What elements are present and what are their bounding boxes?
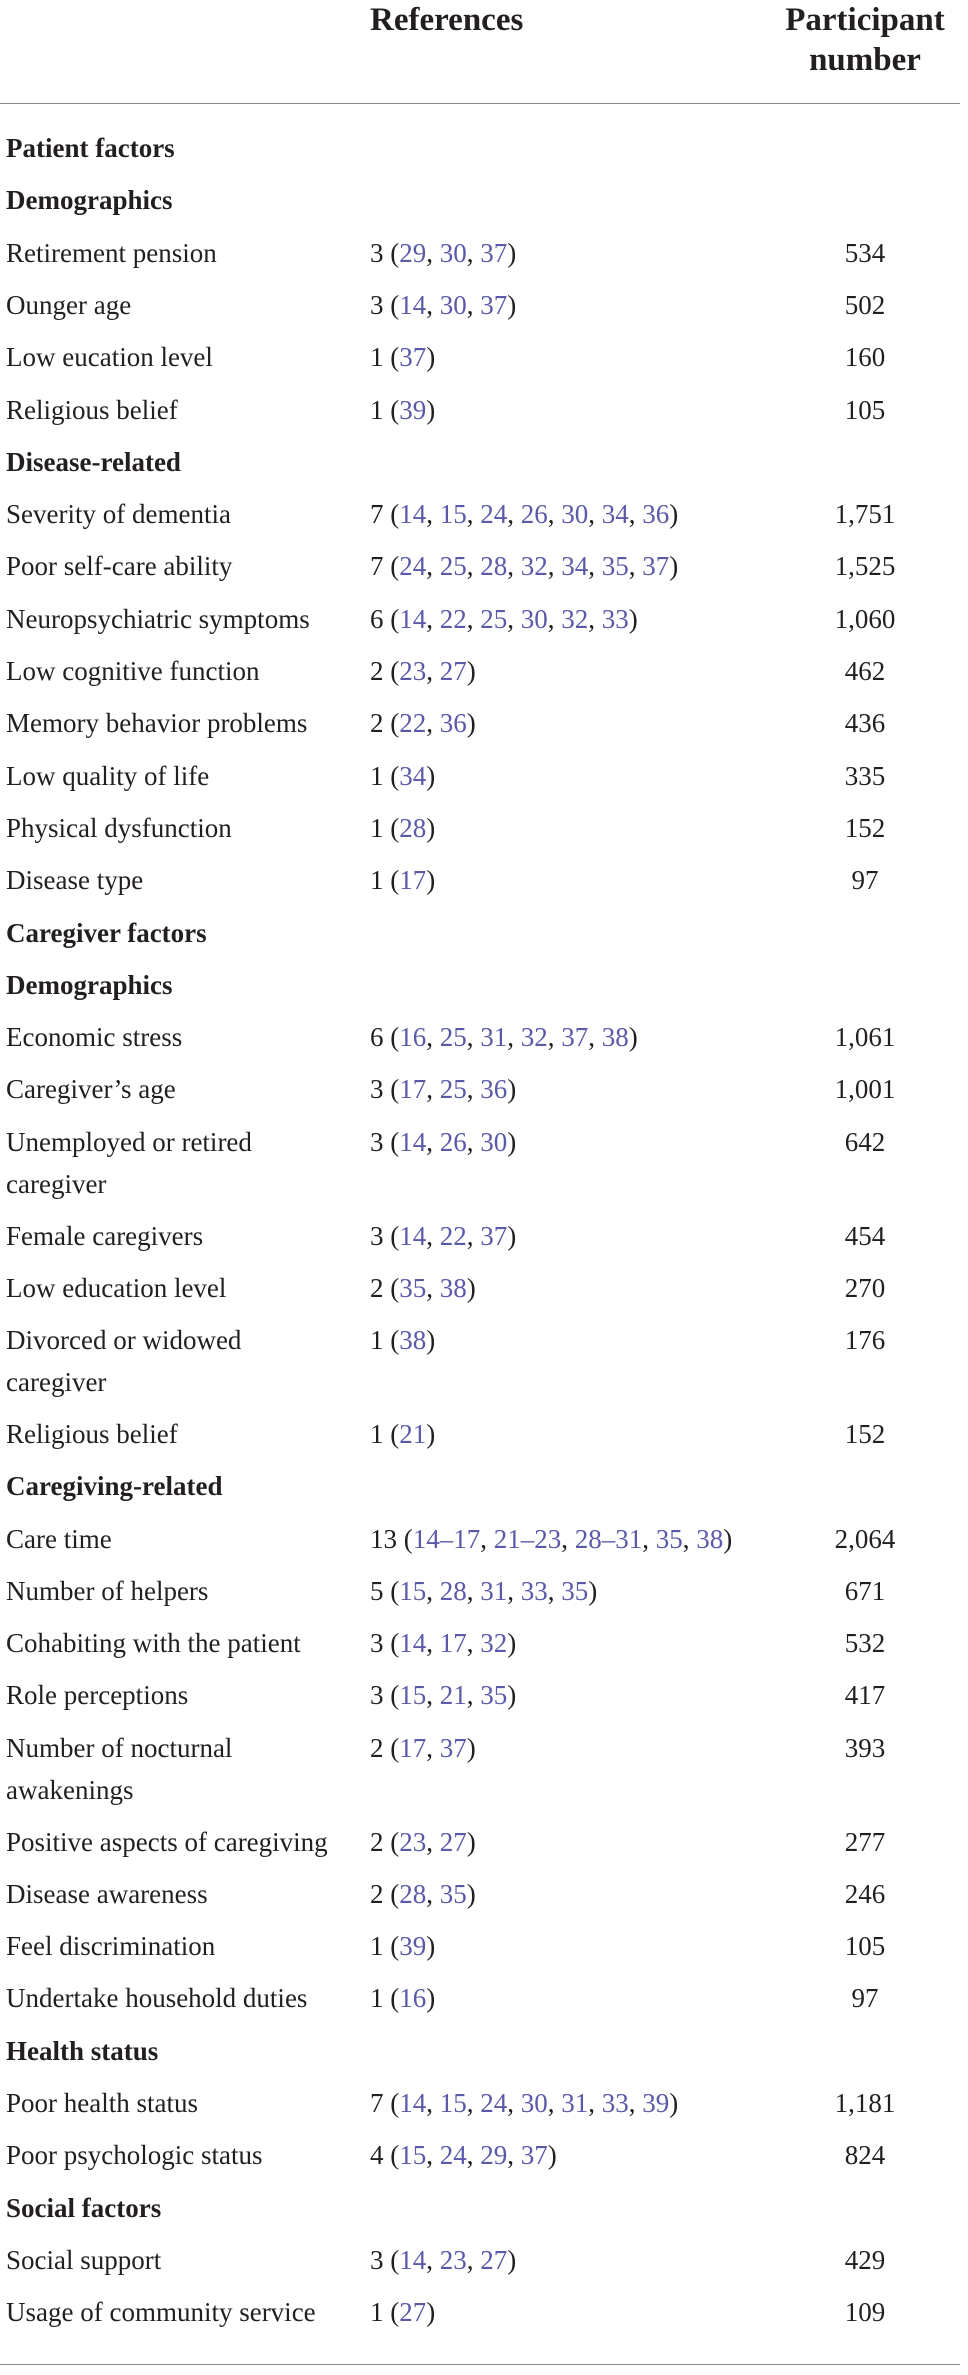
factor-label: Physical dysfunction (6, 812, 232, 843)
factor-label: Positive aspects of caregiving (6, 1826, 328, 1857)
reference-link[interactable]: 23 (439, 2244, 467, 2275)
reference-link[interactable]: 24 (480, 2088, 508, 2118)
reference-link[interactable]: 36 (439, 708, 467, 739)
bottom-rule (0, 2364, 960, 2365)
factor-label: Low cognitive function (6, 656, 260, 686)
factor-label: Religious belief (6, 394, 178, 425)
reference-link[interactable]: 14 (399, 1628, 427, 1659)
reference-link[interactable]: 28–31 (574, 1523, 643, 1554)
reference-link[interactable]: 27 (439, 1826, 467, 1857)
participant-number: 429 (844, 2244, 886, 2275)
reference-count: 3 (370, 1220, 384, 1251)
participant-number: 502 (844, 289, 886, 320)
reference-link[interactable]: 39 (642, 2088, 670, 2118)
participant-number: 277 (844, 1826, 886, 1857)
reference-link[interactable]: 35 (439, 1878, 467, 1909)
reference-count: 7 (370, 499, 384, 530)
reference-cell: 6 (14, 22, 25, 30, 32, 33) (370, 603, 638, 634)
participant-number: 246 (844, 1878, 886, 1909)
reference-count: 1 (370, 1325, 384, 1356)
reference-link[interactable]: 37 (642, 551, 670, 582)
reference-link[interactable]: 16 (399, 1022, 427, 1053)
reference-count: 7 (370, 551, 384, 582)
reference-link[interactable]: 17 (399, 865, 427, 896)
reference-count: 2 (370, 1826, 384, 1857)
reference-link[interactable]: 35 (399, 1272, 427, 1303)
reference-link[interactable]: 37 (439, 1732, 467, 1763)
reference-count: 2 (370, 708, 384, 739)
participant-number: 97 (851, 1983, 879, 2014)
reference-link[interactable]: 25 (439, 1074, 467, 1105)
participant-number: 176 (844, 1325, 886, 1356)
factor-label: Low education level (6, 1272, 227, 1303)
reference-link[interactable]: 27 (480, 2244, 508, 2275)
reference-link[interactable]: 32 (480, 1628, 508, 1659)
reference-link[interactable]: 38 (439, 1272, 467, 1303)
participant-number: 2,064 (834, 1523, 896, 1554)
reference-cell: 1 (27) (370, 2297, 436, 2328)
factor-label: Economic stress (6, 1022, 183, 1053)
participant-number: 462 (844, 656, 886, 686)
participant-number: 1,061 (834, 1022, 896, 1053)
participant-number: 109 (844, 2297, 886, 2328)
reference-link[interactable]: 23 (399, 1826, 427, 1857)
reference-cell: 1 (28) (370, 812, 436, 843)
factor-label: Number of helpers (6, 1575, 209, 1606)
reference-count: 1 (370, 1931, 384, 1962)
reference-link[interactable]: 37 (520, 2140, 548, 2171)
reference-count: 3 (370, 1628, 384, 1659)
reference-link[interactable]: 37 (480, 289, 508, 320)
reference-link[interactable]: 24 (480, 499, 508, 530)
factor-label: Unemployed or retired caregiver (6, 1126, 252, 1199)
reference-cell: 2 (35, 38) (370, 1272, 476, 1303)
reference-link[interactable]: 34 (561, 551, 589, 582)
participant-number: 1,751 (834, 499, 896, 530)
reference-count: 1 (370, 812, 384, 843)
reference-cell: 1 (38) (370, 1325, 436, 1356)
reference-link[interactable]: 17 (439, 1628, 467, 1659)
reference-link[interactable]: 32 (520, 551, 548, 582)
reference-link[interactable]: 30 (561, 499, 589, 530)
reference-link[interactable]: 14 (399, 603, 427, 634)
participant-number: 436 (844, 708, 886, 739)
participant-number: 532 (844, 1628, 886, 1659)
factor-label: Ounger age (6, 289, 132, 320)
reference-link[interactable]: 27 (439, 656, 467, 686)
reference-link[interactable]: 21–23 (493, 1523, 562, 1554)
reference-link[interactable]: 35 (655, 1523, 683, 1554)
reference-count: 3 (370, 1680, 384, 1711)
participant-number: 270 (844, 1272, 886, 1303)
participant-number: 152 (844, 812, 886, 843)
reference-link[interactable]: 29 (480, 2140, 508, 2171)
reference-cell: 3 (14, 23, 27) (370, 2244, 517, 2275)
factor-label: Retirement pension (6, 237, 217, 268)
factor-label: Poor psychologic status (6, 2140, 263, 2171)
reference-link[interactable]: 29 (399, 237, 427, 268)
reference-count: 2 (370, 1272, 384, 1303)
reference-link[interactable]: 22 (439, 1220, 467, 1251)
reference-link[interactable]: 26 (439, 1126, 467, 1157)
reference-cell: 2 (23, 27) (370, 656, 476, 686)
reference-link[interactable]: 32 (561, 603, 589, 634)
factor-label: Disease awareness (6, 1878, 208, 1909)
participant-number: 454 (844, 1220, 886, 1251)
reference-link[interactable]: 21 (399, 1418, 427, 1449)
reference-link[interactable]: 39 (399, 394, 427, 425)
reference-link[interactable]: 33 (601, 603, 629, 634)
reference-count: 1 (370, 2297, 384, 2328)
reference-link[interactable]: 30 (439, 289, 467, 320)
reference-count: 3 (370, 1074, 384, 1105)
reference-cell: 7 (14, 15, 24, 26, 30, 34, 36) (370, 499, 679, 530)
reference-link[interactable]: 25 (439, 1022, 467, 1053)
reference-cell: 13 (14–17, 21–23, 28–31, 35, 38) (370, 1523, 733, 1554)
reference-count: 1 (370, 1418, 384, 1449)
reference-link[interactable]: 16 (399, 1983, 427, 2014)
reference-cell: 1 (39) (370, 394, 436, 425)
participant-number: 1,181 (834, 2088, 896, 2118)
participant-number: 1,525 (834, 551, 896, 582)
reference-link[interactable]: 37 (399, 342, 427, 373)
reference-count: 6 (370, 603, 384, 634)
factor-label: Memory behavior problems (6, 708, 308, 739)
reference-link[interactable]: 37 (480, 237, 508, 268)
reference-link[interactable]: 26 (520, 499, 548, 530)
reference-link[interactable]: 34 (399, 760, 427, 791)
participant-number: 105 (844, 394, 886, 425)
section-label: Caregiving-related (6, 1471, 223, 1502)
section-label: Demographics (6, 185, 173, 216)
reference-link[interactable]: 28 (399, 812, 427, 843)
factor-label: Number of nocturnal awakenings (6, 1732, 233, 1805)
reference-cell: 1 (34) (370, 760, 436, 791)
reference-link[interactable]: 28 (399, 1878, 427, 1909)
section-label: Disease-related (6, 446, 181, 477)
reference-link[interactable]: 30 (520, 2088, 548, 2118)
reference-count: 5 (370, 1575, 384, 1606)
reference-link[interactable]: 23 (399, 656, 427, 686)
reference-cell: 5 (15, 28, 31, 33, 35) (370, 1575, 598, 1606)
reference-cell: 2 (17, 37) (370, 1732, 476, 1763)
section-label: Demographics (6, 969, 173, 1000)
reference-count: 2 (370, 1732, 384, 1763)
reference-link[interactable]: 31 (561, 2088, 589, 2118)
reference-count: 1 (370, 1983, 384, 2014)
section-label: Patient factors (6, 133, 175, 163)
reference-link[interactable]: 37 (480, 1220, 508, 1251)
participant-number: 642 (844, 1126, 886, 1157)
reference-link[interactable]: 15 (439, 2088, 467, 2118)
participant-number: 824 (844, 2140, 886, 2171)
reference-count: 3 (370, 237, 384, 268)
reference-cell: 1 (21) (370, 1418, 436, 1449)
reference-link[interactable]: 25 (439, 551, 467, 582)
reference-link[interactable]: 15 (399, 2140, 427, 2171)
reference-link[interactable]: 33 (520, 1575, 548, 1606)
reference-link[interactable]: 21 (439, 1680, 467, 1711)
reference-cell: 3 (29, 30, 37) (370, 237, 517, 268)
factor-label: Undertake household duties (6, 1983, 308, 2014)
reference-link[interactable]: 14 (399, 1126, 427, 1157)
reference-count: 1 (370, 760, 384, 791)
reference-cell: 1 (16) (370, 1983, 436, 2014)
reference-count: 4 (370, 2140, 384, 2171)
reference-link[interactable]: 35 (561, 1575, 589, 1606)
reference-count: 1 (370, 865, 384, 896)
reference-count: 7 (370, 2088, 384, 2118)
participant-number: 335 (844, 760, 886, 791)
participant-number: 152 (844, 1418, 886, 1449)
header-rule (0, 103, 960, 104)
reference-cell: 7 (14, 15, 24, 30, 31, 33, 39) (370, 2088, 679, 2118)
reference-count: 3 (370, 1126, 384, 1157)
factor-label: Cohabiting with the patient (6, 1628, 301, 1659)
factor-label: Neuropsychiatric symptoms (6, 603, 310, 634)
reference-cell: 7 (24, 25, 28, 32, 34, 35, 37) (370, 551, 679, 582)
column-header-participant-number: Participant number (785, 2, 945, 78)
participant-number: 160 (844, 342, 886, 373)
reference-link[interactable]: 14–17 (412, 1523, 481, 1554)
reference-link[interactable]: 33 (601, 2088, 629, 2118)
reference-link[interactable]: 39 (399, 1931, 427, 1962)
reference-cell: 3 (14, 17, 32) (370, 1628, 517, 1659)
reference-link[interactable]: 22 (399, 708, 427, 739)
factor-label: Caregiver’s age (6, 1074, 176, 1105)
participant-number: 671 (844, 1575, 886, 1606)
reference-cell: 3 (14, 26, 30) (370, 1126, 517, 1157)
participant-number: 393 (844, 1732, 886, 1763)
section-label: Health status (6, 2035, 159, 2066)
reference-link[interactable]: 14 (399, 499, 427, 530)
participant-number: 105 (844, 1931, 886, 1962)
reference-link[interactable]: 30 (520, 603, 548, 634)
reference-link[interactable]: 17 (399, 1732, 427, 1763)
reference-link[interactable]: 17 (399, 1074, 427, 1105)
reference-link[interactable]: 30 (439, 237, 467, 268)
reference-cell: 6 (16, 25, 31, 32, 37, 38) (370, 1022, 638, 1053)
reference-link[interactable]: 31 (480, 1575, 508, 1606)
section-label: Social factors (6, 2192, 162, 2223)
reference-link[interactable]: 35 (480, 1680, 508, 1711)
reference-cell: 2 (28, 35) (370, 1878, 476, 1909)
reference-count: 3 (370, 2244, 384, 2275)
factor-label: Disease type (6, 865, 144, 896)
reference-link[interactable]: 37 (561, 1022, 589, 1053)
reference-cell: 3 (17, 25, 36) (370, 1074, 517, 1105)
reference-cell: 3 (14, 30, 37) (370, 289, 517, 320)
reference-cell: 4 (15, 24, 29, 37) (370, 2140, 557, 2171)
reference-link[interactable]: 14 (399, 2088, 427, 2118)
section-label: Caregiver factors (6, 917, 207, 948)
reference-count: 2 (370, 1878, 384, 1909)
factor-label: Social support (6, 2244, 162, 2275)
reference-link[interactable]: 22 (439, 603, 467, 634)
factor-label: Low quality of life (6, 760, 210, 791)
reference-link[interactable]: 35 (601, 551, 629, 582)
factor-label: Low eucation level (6, 342, 213, 373)
reference-count: 2 (370, 656, 384, 686)
reference-count: 3 (370, 289, 384, 320)
reference-link[interactable]: 32 (520, 1022, 548, 1053)
reference-cell: 3 (14, 22, 37) (370, 1220, 517, 1251)
reference-link[interactable]: 14 (399, 289, 427, 320)
factor-label: Female caregivers (6, 1220, 204, 1251)
reference-link[interactable]: 38 (601, 1022, 629, 1053)
reference-cell: 1 (39) (370, 1931, 436, 1962)
reference-cell: 1 (37) (370, 342, 436, 373)
reference-link[interactable]: 25 (480, 603, 508, 634)
column-header-references: References (370, 2, 524, 38)
reference-link[interactable]: 38 (696, 1523, 724, 1554)
factor-label: Poor health status (6, 2088, 198, 2118)
reference-link[interactable]: 36 (480, 1074, 508, 1105)
reference-link[interactable]: 15 (439, 499, 467, 530)
participant-number: 1,060 (834, 603, 896, 634)
reference-link[interactable]: 14 (399, 1220, 427, 1251)
reference-cell: 2 (23, 27) (370, 1826, 476, 1857)
factor-label: Divorced or widowed caregiver (6, 1325, 242, 1398)
participant-number: 417 (844, 1680, 886, 1711)
reference-count: 1 (370, 394, 384, 425)
reference-cell: 1 (17) (370, 865, 436, 896)
factor-label: Severity of dementia (6, 499, 231, 530)
participant-number: 534 (844, 237, 886, 268)
factor-label: Care time (6, 1523, 112, 1554)
reference-link[interactable]: 15 (399, 1575, 427, 1606)
reference-link[interactable]: 24 (399, 551, 427, 582)
reference-link[interactable]: 28 (480, 551, 508, 582)
reference-link[interactable]: 30 (480, 1126, 508, 1157)
reference-link[interactable]: 14 (399, 2244, 427, 2275)
reference-cell: 3 (15, 21, 35) (370, 1680, 517, 1711)
reference-link[interactable]: 38 (399, 1325, 427, 1356)
participant-number: 1,001 (834, 1074, 896, 1105)
participant-number: 97 (851, 865, 879, 896)
reference-link[interactable]: 27 (399, 2297, 427, 2328)
factor-label: Poor self-care ability (6, 551, 233, 582)
reference-link[interactable]: 24 (439, 2140, 467, 2171)
reference-link[interactable]: 15 (399, 1680, 427, 1711)
factor-label: Feel discrimination (6, 1931, 216, 1962)
reference-link[interactable]: 34 (601, 499, 629, 530)
reference-cell: 2 (22, 36) (370, 708, 476, 739)
reference-link[interactable]: 28 (439, 1575, 467, 1606)
factor-label: Usage of community service (6, 2297, 316, 2328)
reference-link[interactable]: 31 (480, 1022, 508, 1053)
factor-label: Role perceptions (6, 1680, 189, 1711)
reference-link[interactable]: 36 (642, 499, 670, 530)
reference-count: 13 (370, 1523, 397, 1554)
factor-label: Religious belief (6, 1418, 178, 1449)
reference-count: 6 (370, 1022, 384, 1053)
reference-count: 1 (370, 342, 384, 373)
